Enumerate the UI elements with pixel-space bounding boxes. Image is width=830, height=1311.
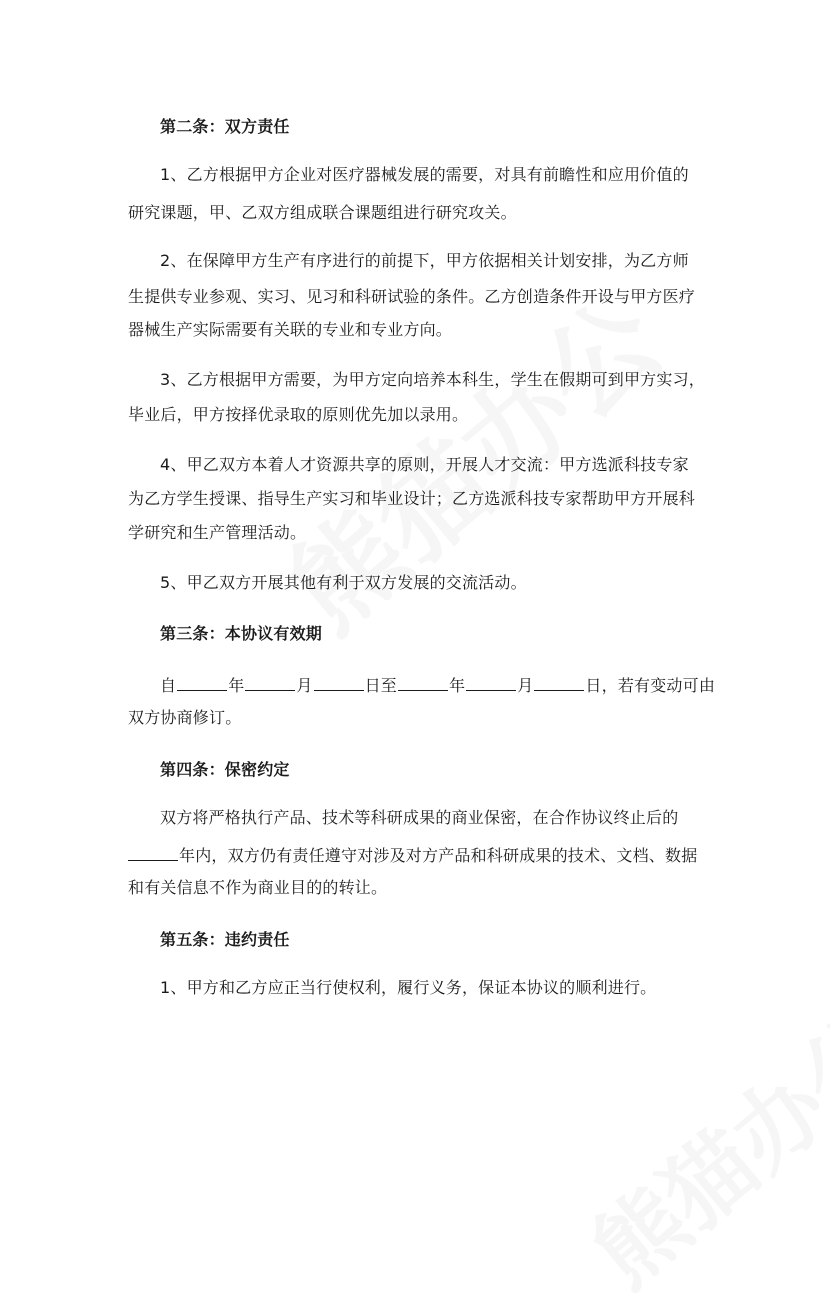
article2-item5-line1: 5、甲乙双方开展其他有利于双方发展的交流活动。	[160, 573, 527, 592]
blank-start-day[interactable]	[314, 675, 364, 691]
blank-start-year[interactable]	[177, 675, 227, 691]
article2-item3-line2: 毕业后，甲方按择优录取的原则优先加以录用。	[128, 405, 469, 424]
article4-line2-text: 年内，双方仍有责任遵守对涉及对方产品和科研成果的技术、文档、数据	[179, 846, 698, 865]
term-year-1: 年	[228, 676, 245, 695]
term-day-to: 日至	[364, 676, 398, 695]
blank-end-month[interactable]	[466, 675, 516, 691]
term-month-1: 月	[296, 676, 313, 695]
article3-term-line	[160, 675, 715, 696]
term-from: 自	[160, 676, 177, 695]
article5-heading: 第五条：违约责任	[160, 930, 290, 949]
term-month-2: 月	[517, 676, 534, 695]
article2-item3-line1: 3、乙方根据甲方需要，为甲方定向培养本科生，学生在假期可到甲方实习，	[160, 370, 705, 389]
term-day-tail: 日，若有变动可由	[585, 676, 716, 695]
article2-item1-line1: 1、乙方根据甲方企业对医疗器械发展的需要，对具有前瞻性和应用价值的	[160, 165, 689, 184]
article2-item4-line1: 4、甲乙双方本着人才资源共享的原则，开展人才交流：甲方选派科技专家	[160, 455, 689, 474]
article2-item2-line2: 生提供专业参观、实习、见习和科研试验的条件。乙方创造条件开设与甲方医疗	[128, 287, 696, 306]
article2-item4-line2: 为乙方学生授课、指导生产实习和毕业设计；乙方选派科技专家帮助甲方开展科	[128, 489, 696, 508]
blank-start-month[interactable]	[245, 675, 295, 691]
blank-confidentiality-years[interactable]	[128, 845, 178, 861]
blank-end-day[interactable]	[534, 675, 584, 691]
article4-line3: 和有关信息不作为商业目的的转让。	[128, 878, 388, 897]
article3-heading: 第三条：本协议有效期	[160, 624, 323, 643]
article2-item2-line3: 器械生产实际需要有关联的专业和专业方向。	[128, 320, 453, 339]
blank-end-year[interactable]	[398, 675, 448, 691]
term-year-2: 年	[449, 676, 466, 695]
article2-item4-line3: 学研究和生产管理活动。	[128, 523, 307, 542]
watermark-corner	[560, 980, 830, 1311]
article2-heading: 第二条：双方责任	[160, 117, 290, 136]
article2-item1-line2: 研究课题，甲、乙双方组成联合课题组进行研究攻关。	[128, 203, 517, 222]
article5-item1: 1、甲方和乙方应正当行使权利，履行义务，保证本协议的顺利进行。	[160, 978, 657, 997]
article4-line1: 双方将严格执行产品、技术等科研成果的商业保密，在合作协议终止后的	[160, 808, 679, 827]
article4-line2	[128, 845, 697, 866]
article2-item2-line1: 2、在保障甲方生产有序进行的前提下，甲方依据相关计划安排，为乙方师	[160, 251, 689, 270]
article3-line2: 双方协商修订。	[128, 708, 242, 727]
article4-heading: 第四条：保密约定	[160, 760, 290, 779]
